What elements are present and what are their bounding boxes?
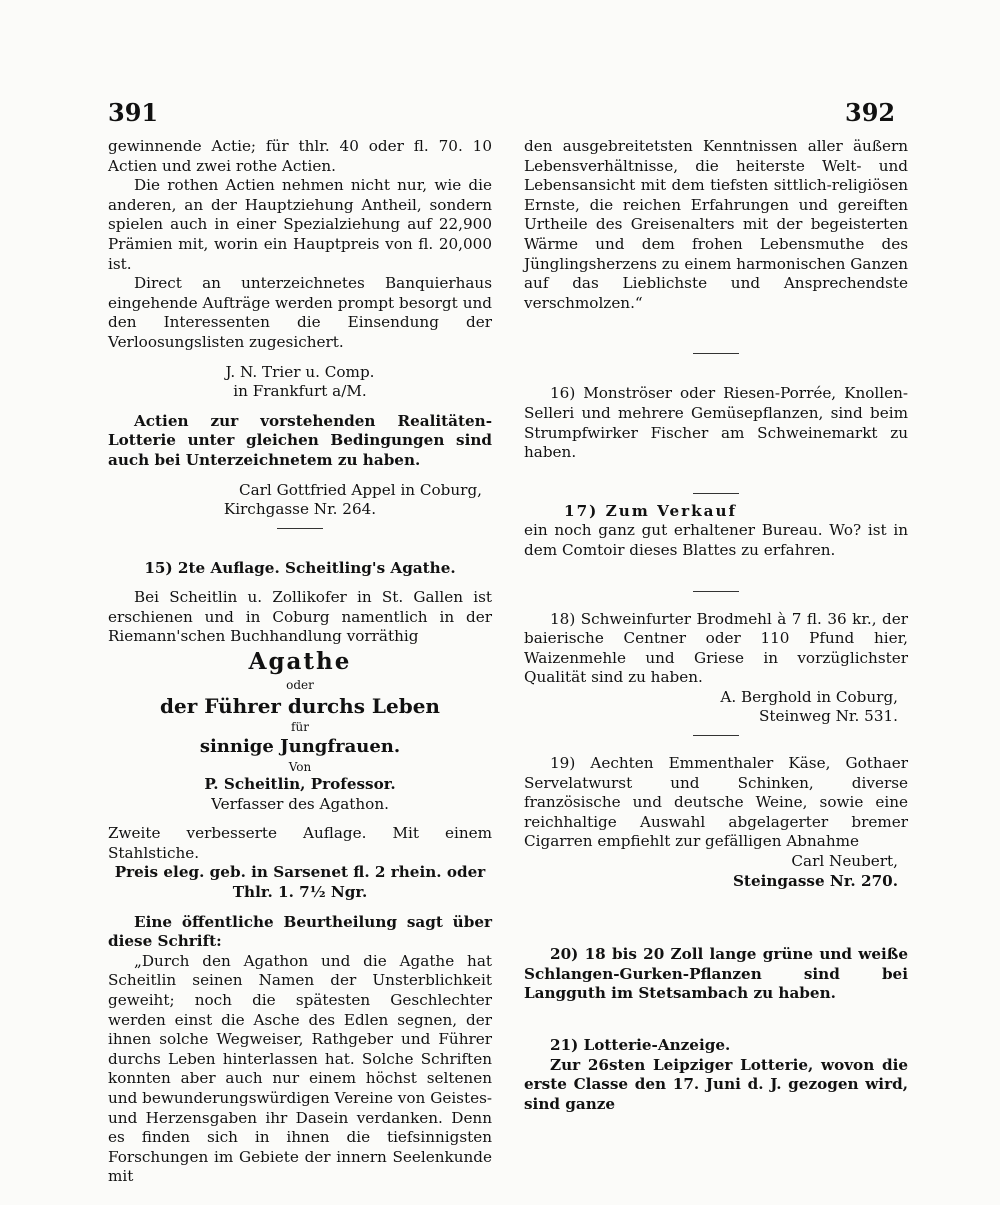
ad-19: 19) Aechten Emmenthaler Käse, Gothaer Servelatwurst und Schinken, diverse französische und deutsche Weine, sowie eine reichhaltige Auswahl abgelagerter bremer Cigarren empfiehlt zur gefälligen Abnahme <box>524 754 908 851</box>
signature-appel-address: Kirchgasse Nr. 264. <box>223 500 377 519</box>
paragraph-rothe-actien: Die rothen Actien nehmen nicht nur, wie die anderen, an der Hauptziehung Antheil, sondern spielen auch in einer Spezialziehung auf 22,900 Prämien mit, worin ein Hauptpreis von fl. 20,000 ist. <box>108 176 492 273</box>
book-title-fuer: für <box>291 720 309 735</box>
signature-appel-name: Carl Gottfried Appel in Coburg, <box>238 480 482 499</box>
page-number-right: 392 <box>845 98 896 127</box>
paragraph-appel-notice: Actien zur vorstehenden Realitäten-Lotterie unter gleichen Bedingungen sind auch bei Unterzeichnetem zu haben. <box>108 411 492 469</box>
book-price-line-1: Preis eleg. geb. in Sarsenet fl. 2 rhein. oder <box>114 863 486 882</box>
separator-rule <box>693 735 739 736</box>
signature-berghold-name: A. Berghold in Coburg, <box>720 687 898 706</box>
ad-18: 18) Schweinfurter Brodmehl à 7 fl. 36 kr., der baierische Centner oder 110 Pfund hier, Waizenmehle und Griese in vorzüglichster Qualität sind zu haben. <box>524 609 908 687</box>
ad-17-body: ein noch ganz gut erhaltener Bureau. Wo? ist in dem Comtoir dieses Blattes zu erfahren. <box>524 521 908 559</box>
ad-16: 16) Monströser oder Riesen-Porrée, Knollen-Selleri und mehrere Gemüsepflanzen, sind beim Strumpfwirker Fischer am Schweinemarkt zu haben. <box>524 384 908 462</box>
book-author: P. Scheitlin, Professor. <box>204 775 396 794</box>
book-price-line-2: Thlr. 1. 7½ Ngr. <box>232 883 368 902</box>
signature-neubert-address: Steingasse Nr. 270. <box>732 871 898 890</box>
paragraph-actie-price: gewinnende Actie; für thlr. 40 oder fl. 70. 10 Actien und zwei rothe Actien. <box>108 137 492 175</box>
book-title-agathe: Agathe <box>248 648 352 676</box>
book-title-jungfrauen: sinnige Jungfrauen. <box>199 736 401 758</box>
separator-rule <box>693 353 739 354</box>
book-title-oder: oder <box>286 678 314 693</box>
book-title-fuehrer: der Führer durchs Leben <box>160 694 440 719</box>
ad-17-heading: 17) Zum Verkauf <box>564 501 738 520</box>
review-quote-continued: den ausgebreitetsten Kenntnissen aller äußern Lebensverhältnisse, die heiterste Welt- und Lebensansicht mit dem tiefsten sittlich-religiösen Ernste, die reichen Erfahrungen und gereiften Urtheile des Greisenalters mit der begeisterten Wärme und dem frohen Lebensmuthe des Jünglingsherzens zu einem harmonischen Ganzen auf das Lieblichste und Ansprechendste verschmolzen.“ <box>524 137 908 312</box>
page-number-left: 391 <box>108 98 159 127</box>
ad-20: 20) 18 bis 20 Zoll lange grüne und weiße Schlangen-Gurken-Pflanzen sind bei Langguth im Stetsambach zu haben. <box>524 945 908 1003</box>
signature-trier-place: in Frankfurt a/M. <box>233 382 367 401</box>
signature-neubert-name: Carl Neubert, <box>791 852 898 871</box>
paragraph-auftraege: Direct an unterzeichnetes Banquierhaus eingehende Aufträge werden prompt besorgt und den Interessenten die Einsendung der Verloosungslisten zugesichert. <box>108 274 492 351</box>
ad-15-heading: 15) 2te Auflage. Scheitling's Agathe. <box>144 558 456 577</box>
left-column <box>108 137 492 1187</box>
book-edition: Zweite verbesserte Auflage. Mit einem Stahlstiche. <box>108 824 492 862</box>
separator-rule <box>693 493 739 494</box>
ad-15-intro: Bei Scheitlin u. Zollikofer in St. Gallen ist erschienen und in Coburg namentlich in der Riemann'schen Buchhandlung vorräthig <box>108 588 492 646</box>
book-author-note: Verfasser des Agathon. <box>211 794 389 813</box>
review-intro: Eine öffentliche Beurtheilung sagt über diese Schrift: <box>108 912 492 951</box>
signature-berghold-address: Steinweg Nr. 531. <box>758 707 898 726</box>
ad-21-body: Zur 26sten Leipziger Lotterie, wovon die erste Classe den 17. Juni d. J. gezogen wird, sind ganze <box>524 1055 908 1113</box>
separator-rule <box>693 591 739 592</box>
separator-rule <box>277 528 323 529</box>
review-quote: „Durch den Agathon und die Agathe hat Scheitlin seinen Namen der Unsterblichkeit geweiht; noch die spätesten Geschlechter werden einst die Asche des Edlen segnen, der ihnen solche Wegweiser, Rathgeber und Führer durchs Leben hinterlassen hat. Solche Schriften konnten aber auch nur einem höchst seltenen und bewunderungswürdigen Vereine von Geistes- und Herzensgaben ihr Dasein verdanken. Denn es finden sich in ihnen die tiefsinnigsten Forschungen im Gebiete der innern Seelenkunde mit <box>108 951 492 1186</box>
right-column <box>524 137 908 1114</box>
ad-21-heading: 21) Lotterie-Anzeige. <box>550 1036 731 1054</box>
signature-trier-name: J. N. Trier u. Comp. <box>225 362 375 381</box>
book-title-von: Von <box>288 760 312 775</box>
